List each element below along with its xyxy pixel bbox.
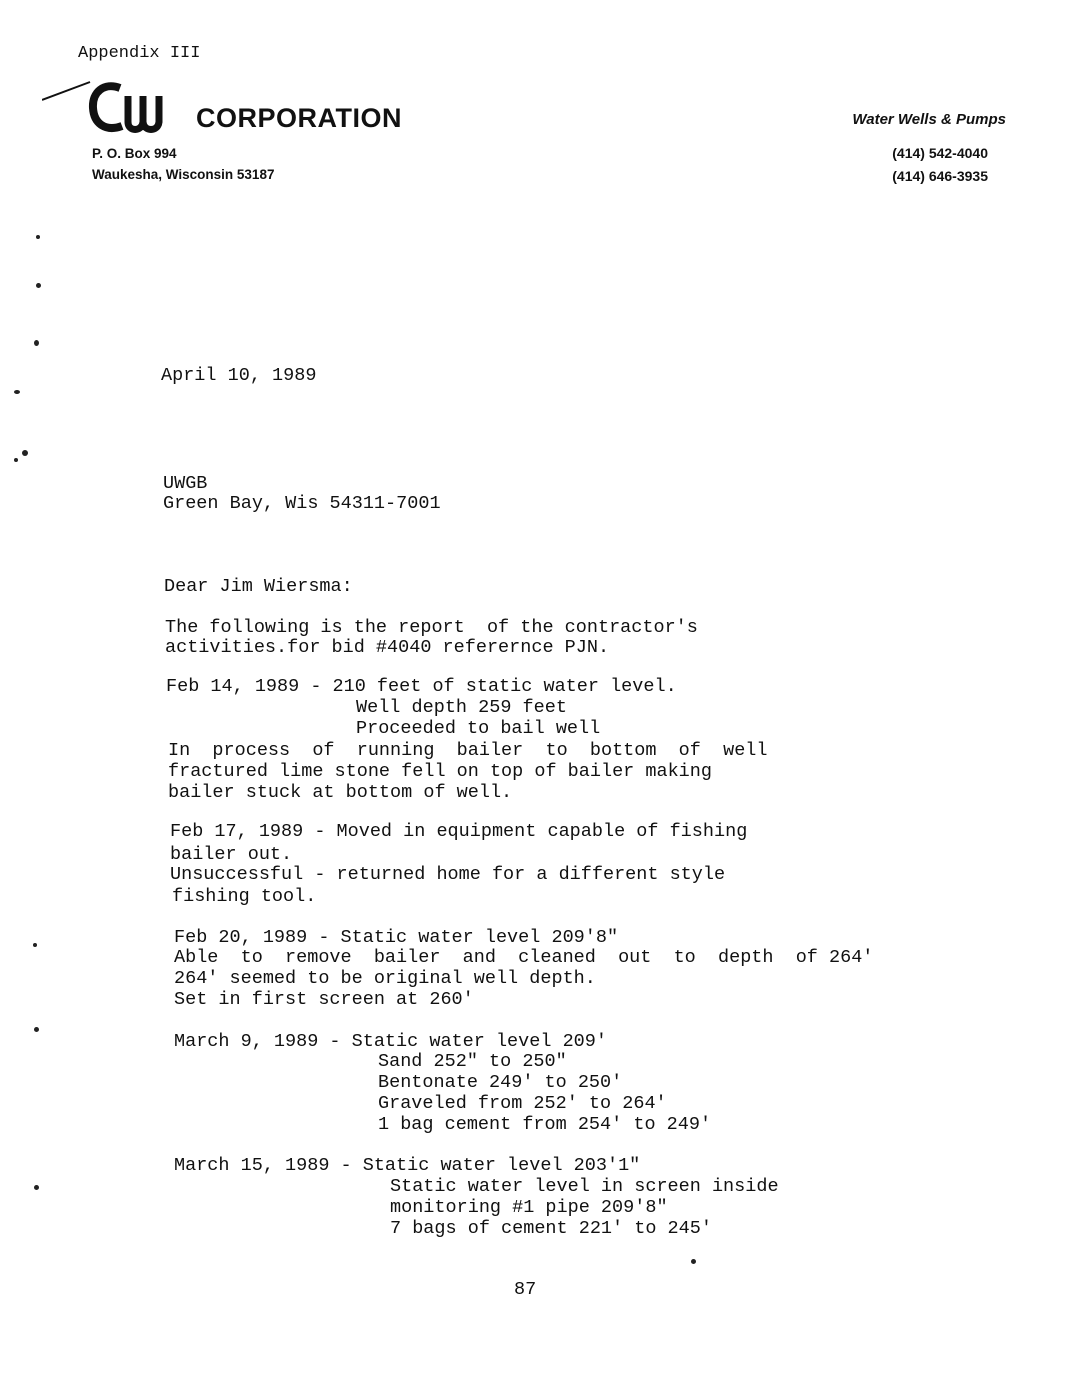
entry-line: 7 bags of cement 221' to 245' — [390, 1218, 712, 1239]
entry-line: monitoring #1 pipe 209'8" — [390, 1197, 668, 1218]
salutation: Dear Jim Wiersma: — [164, 576, 353, 597]
entry-line: Feb 17, 1989 - Moved in equipment capable of fishing — [170, 821, 748, 842]
entry-line: Unsuccessful - returned home for a different style — [170, 864, 726, 885]
entry-line: Sand 252" to 250" — [378, 1051, 567, 1072]
address-line-1: P. O. Box 994 — [92, 146, 177, 161]
address-line-2: Waukesha, Wisconsin 53187 — [92, 167, 275, 182]
phone-number-1: (414) 542-4040 — [892, 145, 988, 161]
company-logo — [42, 78, 187, 138]
entry-line: Proceeded to bail well — [356, 718, 601, 739]
entry-line: March 15, 1989 - Static water level 203'1" — [174, 1155, 641, 1176]
entry-line: Able to remove bailer and cleaned out to depth of 264' — [174, 947, 874, 968]
company-name: CORPORATION — [196, 103, 402, 133]
entry-line: Well depth 259 feet — [356, 697, 567, 718]
entry-line: Bentonate 249' to 250' — [378, 1072, 623, 1093]
entry-line: fishing tool. — [172, 886, 317, 907]
entry-line: Static water level in screen inside — [390, 1176, 779, 1197]
recipient-line-2: Green Bay, Wis 54311-7001 — [163, 493, 441, 514]
entry-line: Graveled from 252' to 264' — [378, 1093, 667, 1114]
entry-line: bailer out. — [170, 844, 293, 865]
entry-line: fractured lime stone fell on top of bailer making — [168, 761, 712, 782]
entry-line: bailer stuck at bottom of well. — [168, 782, 513, 803]
page-number: 87 — [514, 1279, 537, 1300]
entry-line: In process of running bailer to bottom of well — [168, 740, 768, 761]
appendix-label: Appendix III — [78, 44, 201, 63]
intro-line-2: activities.for bid #4040 referernce PJN. — [165, 637, 610, 658]
letter-date: April 10, 1989 — [161, 365, 317, 386]
recipient-line-1: UWGB — [163, 473, 208, 494]
entry-line: 264' seemed to be original well depth. — [174, 968, 596, 989]
entry-line: March 9, 1989 - Static water level 209' — [174, 1031, 607, 1052]
intro-line-1: The following is the report of the contractor's — [165, 617, 698, 638]
entry-line: Feb 20, 1989 - Static water level 209'8" — [174, 927, 619, 948]
entry-line: Set in first screen at 260' — [174, 989, 474, 1010]
phone-number-2: (414) 646-3935 — [892, 168, 988, 184]
entry-line: 1 bag cement from 254' to 249' — [378, 1114, 712, 1135]
entry-line: Feb 14, 1989 - 210 feet of static water level. — [166, 676, 677, 697]
company-tagline: Water Wells & Pumps — [852, 111, 1006, 128]
